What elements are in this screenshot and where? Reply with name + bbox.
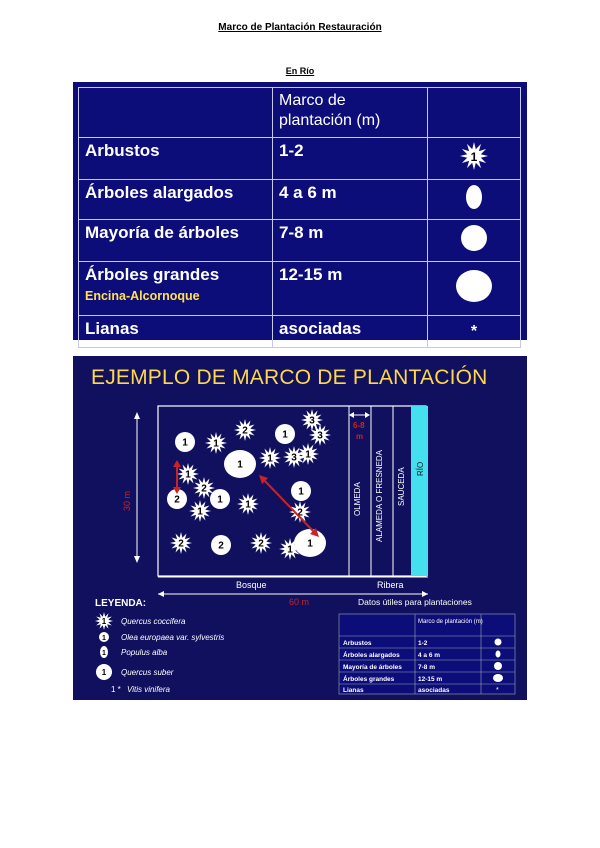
zone-rio: RÍO bbox=[416, 461, 425, 476]
plant-label: 3 bbox=[291, 452, 297, 464]
plant-label: 1 bbox=[185, 469, 191, 481]
plant-label: 1 bbox=[305, 449, 311, 461]
star-burst-icon bbox=[428, 138, 521, 180]
large-ellipse-icon bbox=[428, 262, 521, 316]
tall-ellipse-icon bbox=[100, 646, 108, 658]
plant-label: 1 bbox=[217, 494, 223, 506]
plant-circle bbox=[275, 424, 295, 444]
plant-label: 3 bbox=[317, 430, 323, 442]
ribera-label: Ribera bbox=[377, 580, 404, 590]
plant-label: 2 bbox=[174, 494, 180, 506]
row-value: 4 a 6 m bbox=[273, 180, 428, 220]
plant-label: 2 bbox=[178, 538, 184, 550]
plants-layer bbox=[167, 409, 331, 560]
planting-example-slide bbox=[73, 356, 527, 700]
width-label: 60 m bbox=[289, 597, 310, 607]
row-name bbox=[79, 262, 273, 316]
plant-label: 2 bbox=[297, 507, 303, 519]
plant-circle bbox=[211, 535, 231, 555]
river-strip bbox=[411, 406, 428, 576]
vertical-dimension bbox=[122, 412, 140, 563]
plant-star bbox=[234, 419, 256, 441]
legend-title: LEYENDA: bbox=[95, 598, 147, 609]
planting-frame-table bbox=[73, 82, 527, 340]
plant-label: 1 bbox=[287, 544, 293, 556]
svg-text:m: m bbox=[356, 432, 364, 441]
plant-star bbox=[189, 500, 211, 522]
mini-ellipse-icon bbox=[496, 651, 501, 658]
plant-circle bbox=[175, 432, 195, 452]
row-name: Mayoría de árboles bbox=[79, 220, 273, 262]
mini-large-icon bbox=[493, 674, 503, 682]
planting-diagram bbox=[73, 356, 527, 700]
slide-title: EJEMPLO DE MARCO DE PLANTACIÓN bbox=[91, 366, 488, 389]
plant-label: 1 bbox=[197, 506, 203, 518]
svg-text:1: 1 bbox=[102, 650, 106, 657]
svg-text:7-8 m: 7-8 m bbox=[418, 664, 435, 671]
table-header-symbol bbox=[428, 88, 521, 138]
mini-star-icon bbox=[495, 639, 502, 646]
useful-data-label: Datos útiles para plantaciones bbox=[358, 597, 472, 607]
svg-text:Lianas: Lianas bbox=[343, 687, 364, 694]
plant-circle bbox=[291, 481, 311, 501]
plant-star bbox=[237, 493, 259, 515]
plant-label: 2 bbox=[218, 540, 224, 552]
plant-star bbox=[283, 446, 305, 468]
plant-label: 1 bbox=[298, 486, 304, 498]
svg-text:*: * bbox=[496, 687, 499, 694]
plant-star bbox=[289, 501, 311, 523]
spacing-dimension bbox=[349, 412, 370, 441]
plant-star bbox=[205, 432, 227, 454]
plant-label: 2 bbox=[201, 483, 207, 495]
plant-large bbox=[294, 529, 326, 557]
zone-sauceda: SAUCEDA bbox=[397, 467, 406, 506]
plant-label: 2 bbox=[242, 425, 248, 437]
mini-circle-icon bbox=[494, 662, 502, 670]
asterisk-symbol: * bbox=[428, 316, 521, 348]
row-name: Árboles alargados bbox=[79, 180, 273, 220]
svg-text:1: 1 bbox=[102, 635, 106, 642]
row-value: 1-2 bbox=[273, 138, 428, 180]
row-name-text: Árboles grandes bbox=[85, 265, 220, 284]
row-name: Arbustos bbox=[79, 138, 273, 180]
legend bbox=[95, 598, 224, 694]
mini-table-header: Marco de plantación (m) bbox=[418, 619, 483, 625]
plant-label: 3 bbox=[309, 415, 315, 427]
plant-label: 1 bbox=[213, 438, 219, 450]
table-header-frame: Marco de plantación (m) bbox=[273, 88, 428, 138]
svg-text:Árboles alargados: Árboles alargados bbox=[343, 652, 400, 659]
svg-text:1-2: 1-2 bbox=[418, 640, 428, 647]
svg-text:Árboles grandes: Árboles grandes bbox=[343, 676, 395, 683]
row-subname: Encina-Alcornoque bbox=[85, 289, 200, 303]
zone-alameda: ALAMEDA O FRESNEDA bbox=[375, 449, 384, 542]
svg-text:12-15 m: 12-15 m bbox=[418, 676, 443, 683]
plant-large bbox=[224, 450, 256, 478]
row-value: asociadas bbox=[273, 316, 428, 348]
legend-item-label: Populus alba bbox=[121, 648, 168, 657]
zone-olmeda: OLMEDA bbox=[353, 482, 362, 516]
row-value: 12-15 m bbox=[273, 262, 428, 316]
svg-text:Mayoría de árboles: Mayoría de árboles bbox=[343, 664, 402, 671]
document-subtitle: En Río bbox=[285, 66, 315, 76]
bosque-label: Bosque bbox=[236, 580, 267, 590]
svg-text:Arbustos: Arbustos bbox=[343, 640, 372, 647]
plant-label: 1 bbox=[267, 453, 273, 465]
plant-label: 1 bbox=[307, 538, 313, 550]
legend-item-prefix: 1 * bbox=[111, 685, 121, 694]
plant-star bbox=[170, 532, 192, 554]
plant-label: 1 bbox=[182, 437, 188, 449]
ellipse-tall-icon bbox=[428, 180, 521, 220]
svg-text:asociadas: asociadas bbox=[418, 687, 450, 694]
svg-text:6-8: 6-8 bbox=[353, 421, 365, 430]
mini-planting-table bbox=[339, 614, 515, 694]
large-circle-icon bbox=[96, 664, 112, 680]
svg-text:4 a 6 m: 4 a 6 m bbox=[418, 652, 441, 659]
plant-label: 1 bbox=[245, 499, 251, 511]
plant-star bbox=[259, 447, 281, 469]
svg-text:1: 1 bbox=[470, 150, 478, 164]
svg-text:1: 1 bbox=[101, 617, 107, 626]
row-name: Lianas bbox=[79, 316, 273, 348]
legend-item-label: Vitis vinifera bbox=[127, 685, 170, 694]
plant-circle bbox=[210, 489, 230, 509]
svg-text:1: 1 bbox=[101, 668, 107, 677]
legend-item-label: Olea europaea var. sylvestris bbox=[121, 633, 225, 642]
document-title: Marco de Plantación Restauración bbox=[218, 22, 382, 33]
vertical-label: 30 m bbox=[122, 490, 132, 511]
circle-icon bbox=[428, 220, 521, 262]
row-value: 7-8 m bbox=[273, 220, 428, 262]
plant-label: 1 bbox=[237, 459, 243, 471]
plant-label: 2 bbox=[258, 538, 264, 550]
legend-item-label: Quercus suber bbox=[121, 668, 174, 677]
plant-label: 1 bbox=[282, 429, 288, 441]
star-burst-icon bbox=[95, 612, 113, 630]
plant-star bbox=[250, 532, 272, 554]
small-circle-icon bbox=[99, 632, 109, 642]
legend-item-label: Quercus coccifera bbox=[121, 617, 186, 626]
table-header-empty bbox=[79, 88, 273, 138]
